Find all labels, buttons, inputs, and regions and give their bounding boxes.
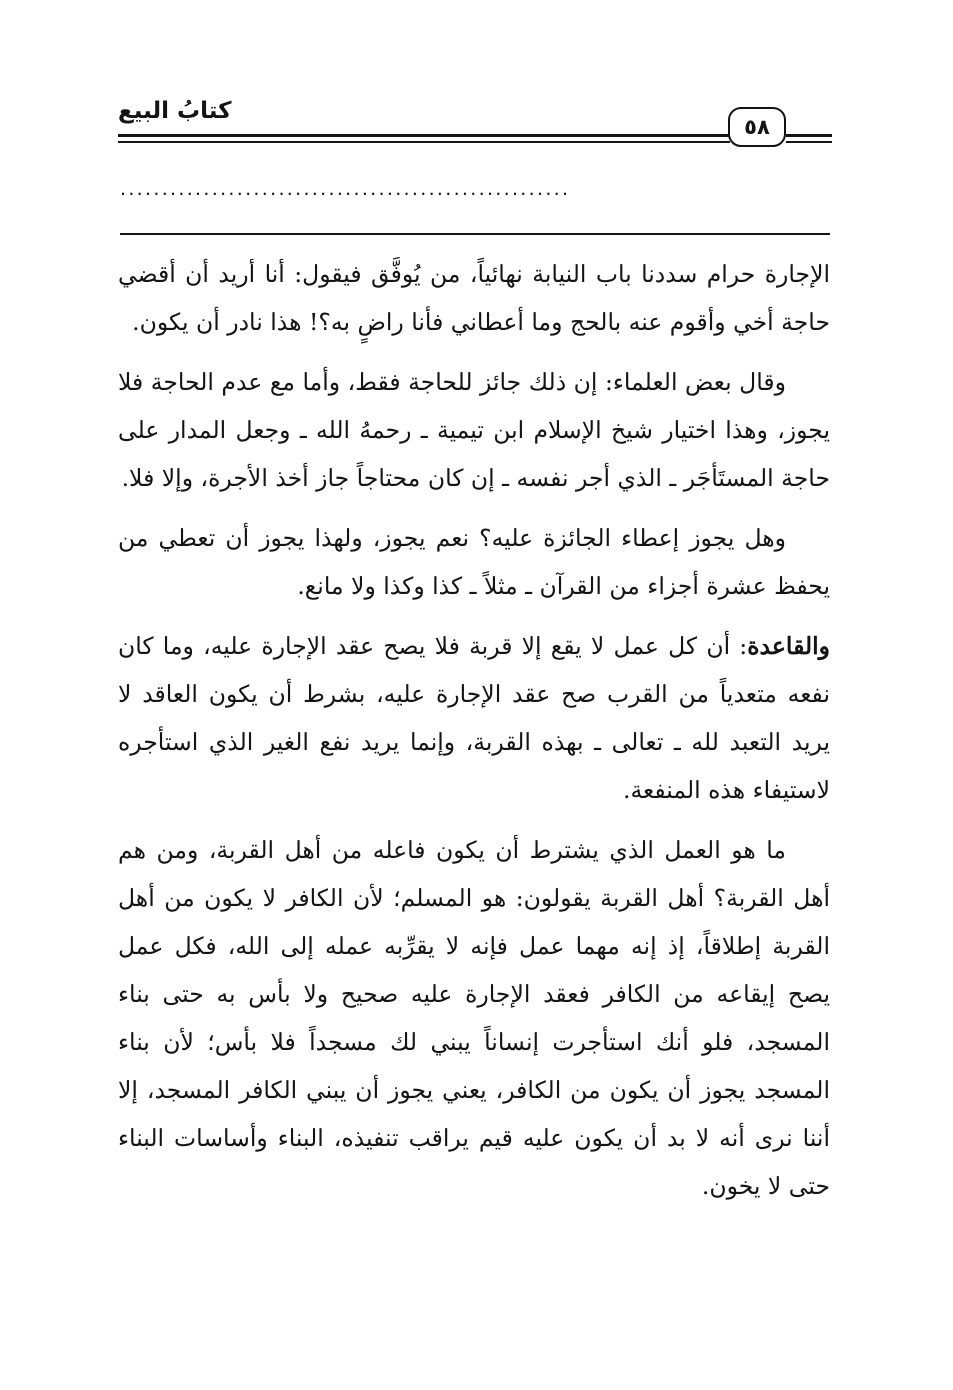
header-rule-right-thick (786, 134, 832, 137)
dotted-separator: ...................................................... (120, 180, 571, 199)
page-number-badge (728, 107, 786, 147)
header-rule-right-thin (786, 141, 832, 143)
page-body (118, 250, 830, 1222)
paragraph: الإجارة حرام سددنا باب النيابة نهائياً، من يُوفَّق فيقول: أنا أريد أن أقضي حاجة أخي وأقوم عنه بالحج وما أعطاني فأنا راضٍ به؟! هذا نادر أن يكون. (118, 260, 830, 336)
header-rule-thin (118, 141, 730, 143)
paragraph: ما هو العمل الذي يشترط أن يكون فاعله من أهل القربة، ومن هم أهل القربة؟ أهل القربة يقولون: هو المسلم؛ لأن الكافر لا يكون من أهل القربة إطلاقاً، إذ إنه مهما عمل فإنه لا يقرِّبه عمله إلى الله، فكل عمل يصح إيقاعه من الكافر فعقد الإجارة عليه صحيح ولا بأس به حتى بناء المسجد، فلو أنك استأجرت إنساناً يبني لك مسجداً فلا بأس؛ لأن بناء المسجد يجوز أن يكون من الكافر، يعني يجوز أن يبني الكافر المسجد، إلا أننا نرى أنه لا بد أن يكون عليه قيم يراقب تنفيذه، البناء وأساسات البناء حتى لا يخون. (118, 836, 831, 1200)
rule-text: : أن كل عمل لا يقع إلا قربة فلا يصح عقد الإجارة عليه، وما كان نفعه متعدياً من القرب صح عقد الإجارة عليه، بشرط أن يكون العاقد لا يريد التعبد لله ـ تعالى ـ بهذه القربة، وإنما يريد نفع الغير الذي استأجره لاستيفاء هذه المنفعة. (118, 632, 830, 804)
paragraph: وقال بعض العلماء: إن ذلك جائز للحاجة فقط، وأما مع عدم الحاجة فلا يجوز، وهذا اختيار شيخ الإسلام ابن تيمية ـ رحمهُ الله ـ وجعل المدار على حاجة المستَأجَر ـ الذي أجر نفسه ـ إن كان محتاجاً جاز أخذ الأجرة، وإلا فلا. (118, 368, 830, 492)
rule-lead: والقاعدة (747, 632, 830, 660)
paragraph: وهل يجوز إعطاء الجائزة عليه؟ نعم يجوز، ولهذا يجوز أن تعطي من يحفظ عشرة أجزاء من القرآن ـ مثلاً ـ كذا وكذا ولا مانع. (118, 524, 830, 600)
book-title: كتابُ البيع (118, 98, 232, 124)
paragraph-rule (118, 622, 830, 814)
content-top-rule (120, 233, 830, 235)
page-number: ٥٨ (744, 115, 770, 139)
header-rule-thick (118, 134, 730, 137)
